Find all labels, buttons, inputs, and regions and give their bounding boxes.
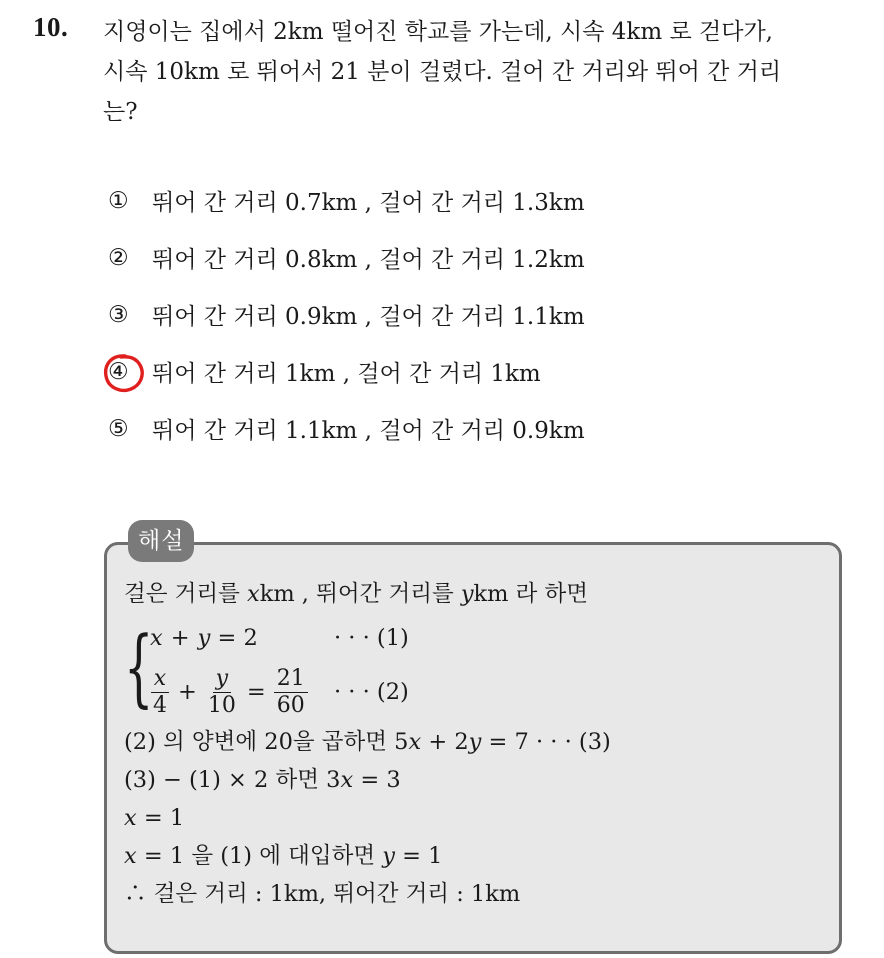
answer-circle-icon [99, 348, 149, 398]
choice-text: 뛰어 간 거리 1.1km , 걸어 간 거리 0.9km [152, 418, 585, 444]
solution-step: x = 1 [124, 805, 185, 831]
choice-mark: ③ [108, 301, 129, 328]
fraction: $\frac{y}{10}$ [207, 665, 236, 718]
fraction: $\frac{x}{4}$ [150, 666, 170, 719]
equation-1: x + y = 2 [150, 625, 258, 651]
choice-mark: ① [108, 187, 129, 214]
brace-icon: { [124, 618, 154, 716]
choice-text: 뛰어 간 거리 1km , 걸어 간 거리 1km [152, 361, 541, 387]
choice-mark: ⑤ [108, 415, 129, 442]
choice-text: 뛰어 간 거리 0.8km , 걸어 간 거리 1.2km [152, 247, 585, 273]
choice-4[interactable] [108, 343, 808, 400]
question-text [103, 12, 868, 132]
solution-conclusion: ∴ 걸은 거리 : 1km, 뛰어간 거리 : 1km [124, 881, 521, 907]
choice-mark-text: ④ [108, 358, 129, 385]
question-line: 시속 10km 로 뛰어서 21 분이 걸렸다. 걸어 간 거리와 뛰어 간 거리 [103, 59, 782, 85]
question-line: 지영이는 집에서 2km 떨어진 학교를 가는데, 시속 4km 로 걷다가, [103, 19, 773, 45]
choice-2[interactable] [108, 229, 808, 286]
solution-step: (3) − (1) × 2 하면 3x = 3 [124, 767, 401, 793]
choice-mark [108, 359, 140, 385]
equation-1-tag: · · · (1) [334, 625, 409, 651]
choice-3[interactable] [108, 286, 808, 343]
solution-step: x = 1 을 (1) 에 대입하면 y = 1 [124, 843, 443, 869]
equation-2-tag: · · · (2) [334, 679, 409, 705]
choice-mark: ② [108, 244, 129, 271]
solution-step: (2) 의 양변에 20을 곱하면 5x + 2y = 7 · · · (3) [124, 729, 611, 755]
equation-system [124, 619, 824, 719]
answer-choices [108, 172, 808, 457]
solution-intro: 걸은 거리를 xkm , 뛰어간 거리를 ykm 라 하면 [124, 581, 589, 607]
fraction: $\frac{21}{60}$ [274, 666, 308, 719]
choice-1[interactable] [108, 172, 808, 229]
choice-5[interactable] [108, 400, 808, 457]
choice-text: 뛰어 간 거리 0.9km , 걸어 간 거리 1.1km [152, 304, 585, 330]
equation-2: $\frac{x}{4}$ + $\frac{y}{10}$ = $\frac{21}{60}$ [150, 663, 308, 721]
solution-body [124, 575, 824, 913]
question-number: 10. [33, 12, 69, 42]
choice-text: 뛰어 간 거리 0.7km , 걸어 간 거리 1.3km [152, 190, 585, 216]
solution-tag: 해설 [128, 520, 194, 562]
question-line: 는? [103, 99, 138, 125]
